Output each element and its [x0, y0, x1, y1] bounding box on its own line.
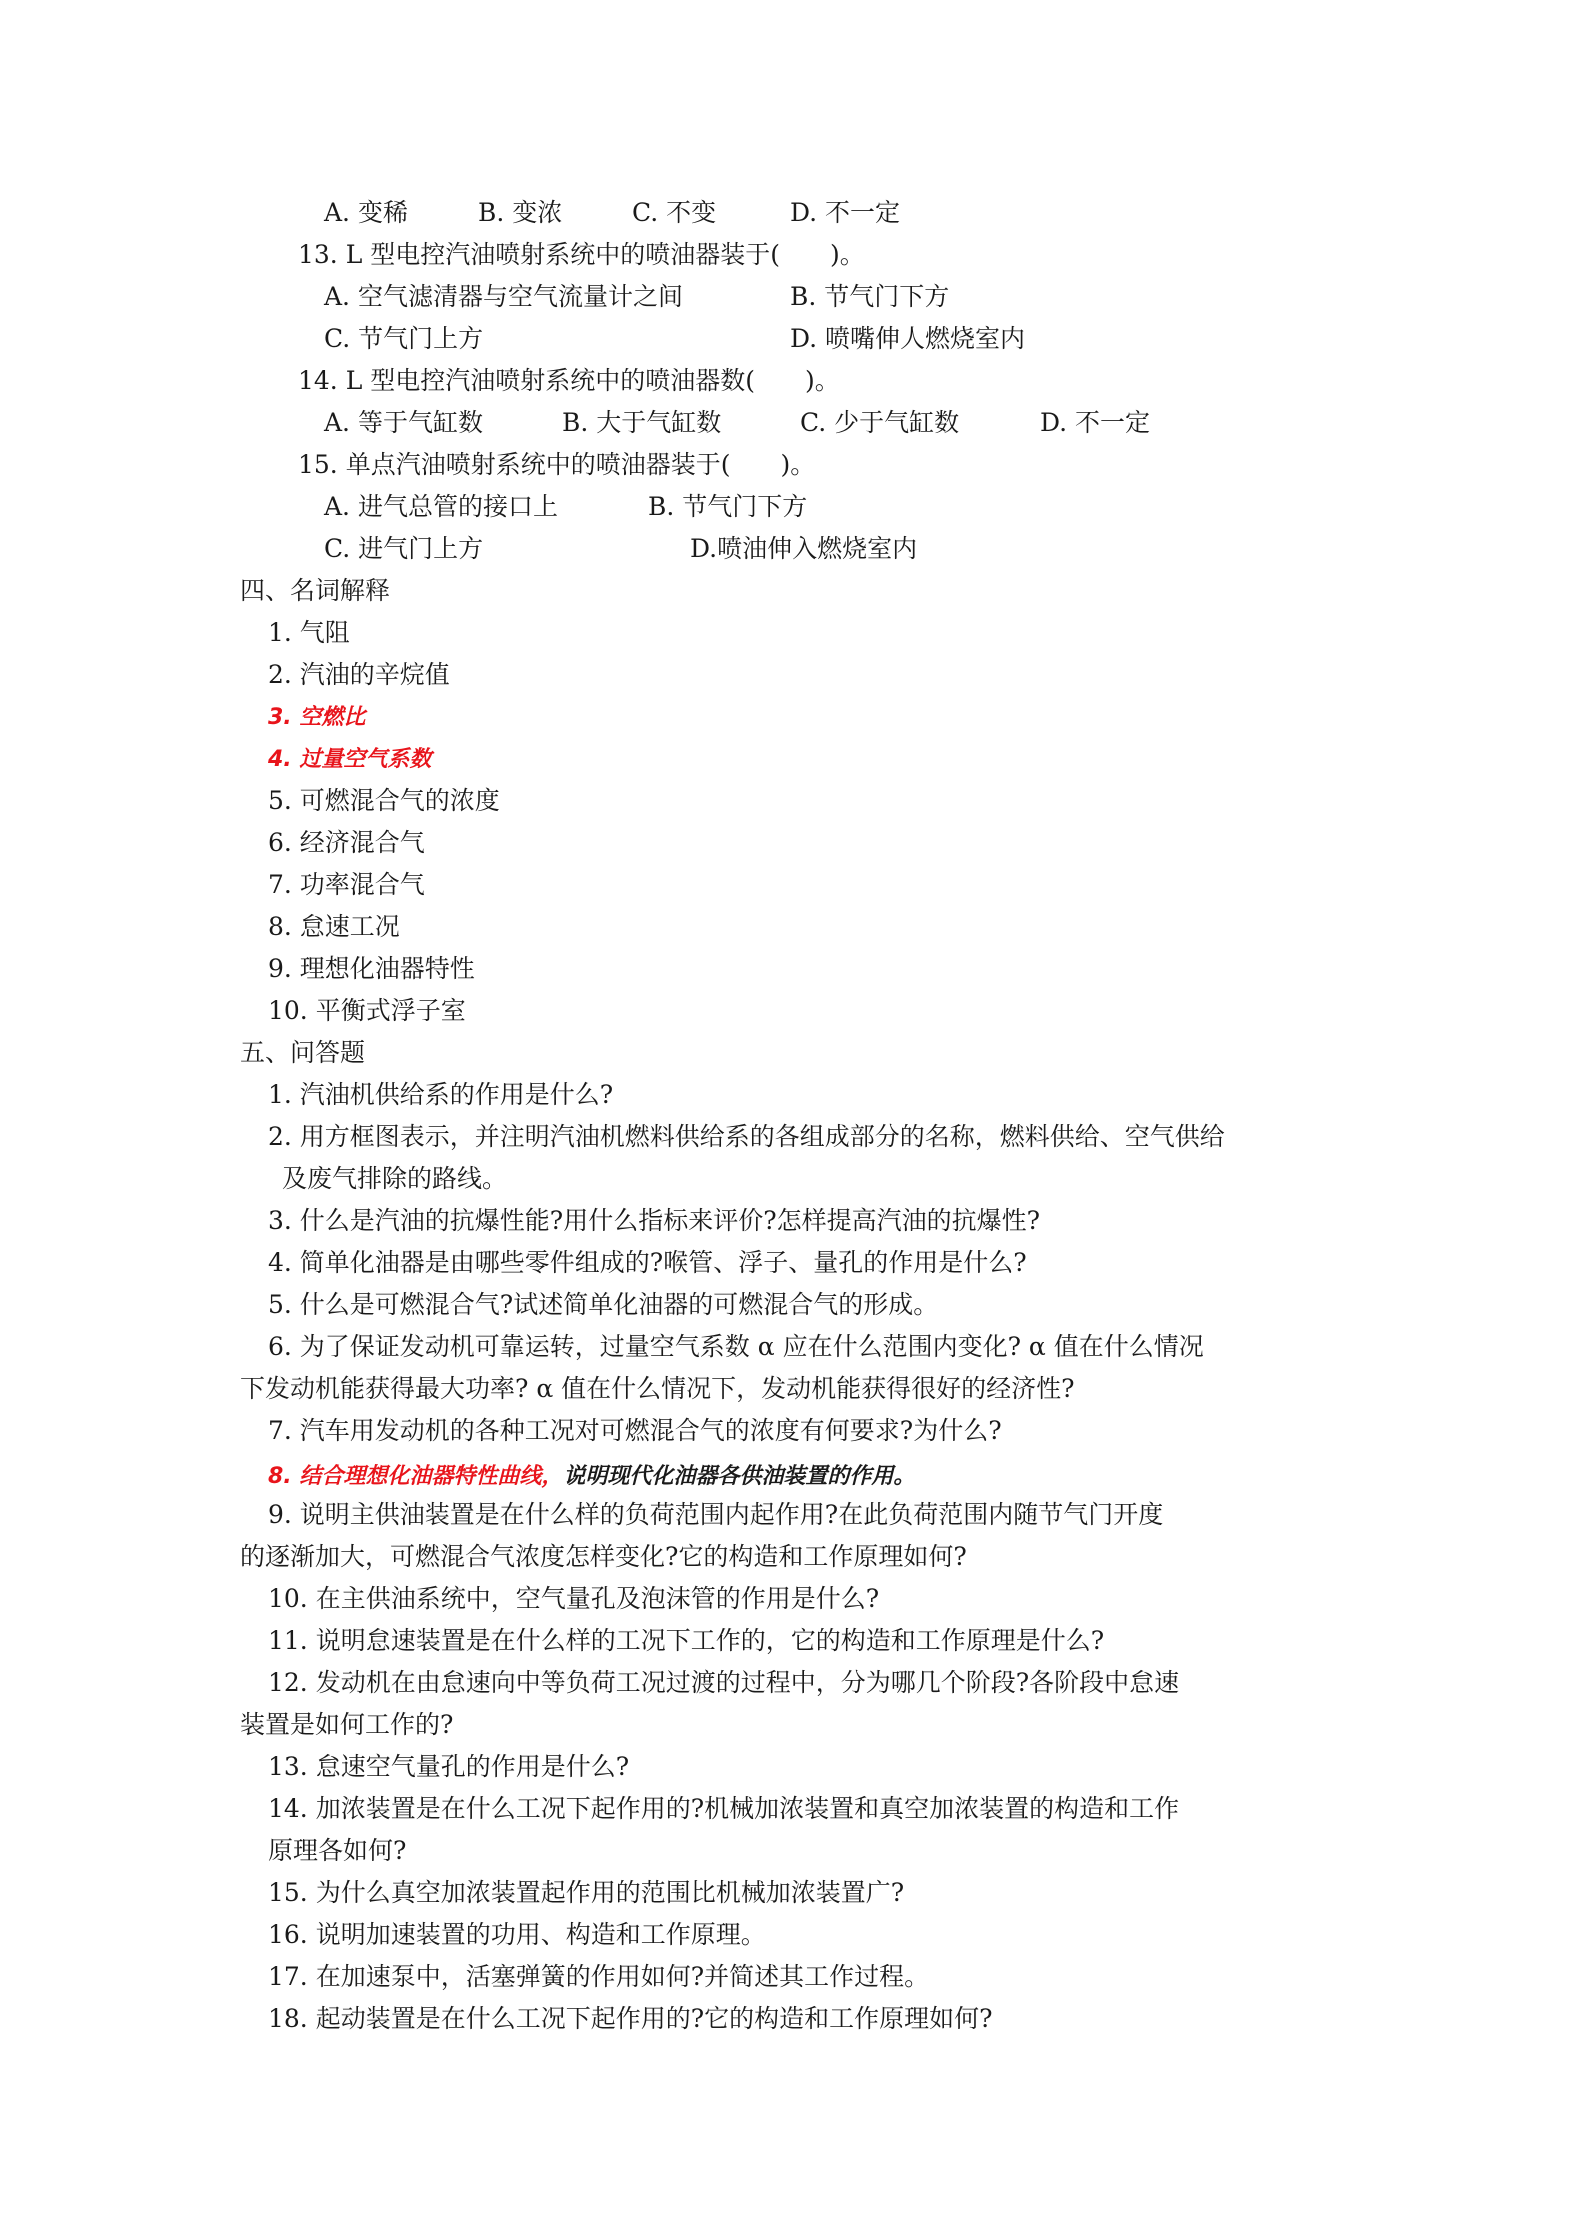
q13-option-d: D. 喷嘴伸人燃烧室内: [790, 324, 1026, 353]
question-item-continuation: 装置是如何工作的?: [240, 1710, 454, 1739]
question-item: 15. 为什么真空加浓装置起作用的范围比机械加浓装置广?: [268, 1878, 905, 1907]
question-item: 7. 汽车用发动机的各种工况对可燃混合气的浓度有何要求?为什么?: [268, 1416, 1002, 1445]
question-14-stem: 14. L 型电控汽油喷射系统中的喷油器数( )。: [298, 366, 840, 395]
question-item: 2. 用方框图表示，并注明汽油机燃料供给系的各组成部分的名称，燃料供给、空气供给: [268, 1122, 1225, 1151]
term-item: 10. 平衡式浮子室: [268, 996, 466, 1025]
q12-option-c: C. 不变: [632, 198, 717, 227]
q15-option-b: B. 节气门下方: [648, 492, 808, 521]
q15-option-a: A. 进气总管的接口上: [324, 492, 558, 521]
question-15-stem: 15. 单点汽油喷射系统中的喷油器装于( )。: [298, 450, 816, 479]
question-item: 12. 发动机在由怠速向中等负荷工况过渡的过程中，分为哪几个阶段?各阶段中怠速: [268, 1668, 1180, 1697]
q13-option-b: B. 节气门下方: [790, 282, 950, 311]
q14-option-b: B. 大于气缸数: [562, 408, 722, 437]
term-item: 6. 经济混合气: [268, 828, 425, 857]
q14-option-a: A. 等于气缸数: [324, 408, 483, 437]
section-4-title: 四、名词解释: [240, 576, 391, 605]
question-item: 10. 在主供油系统中，空气量孔及泡沫管的作用是什么?: [268, 1584, 880, 1613]
term-item: 5. 可燃混合气的浓度: [268, 786, 500, 815]
q12-option-d: D. 不一定: [790, 198, 901, 227]
q13-option-c: C. 节气门上方: [324, 324, 484, 353]
highlight-text-red: 8. 结合理想化油器特性曲线，: [268, 1464, 564, 1489]
q12-option-a: A. 变稀: [324, 198, 408, 227]
term-item: 8. 怠速工况: [268, 912, 400, 941]
question-item-continuation: 原理各如何?: [268, 1836, 407, 1865]
q13-option-a: A. 空气滤清器与空气流量计之间: [324, 282, 683, 311]
q14-option-d: D. 不一定: [1040, 408, 1151, 437]
question-item: 13. 怠速空气量孔的作用是什么?: [268, 1752, 630, 1781]
q15-option-d: D.喷油伸入燃烧室内: [690, 534, 918, 563]
term-item-highlighted: 3. 空燃比: [268, 705, 366, 730]
q15-option-c: C. 进气门上方: [324, 534, 484, 563]
question-item-continuation: 下发动机能获得最大功率? α 值在什么情况下，发动机能获得很好的经济性?: [240, 1374, 1075, 1403]
question-item: 16. 说明加速装置的功用、构造和工作原理。: [268, 1920, 766, 1949]
question-13-stem: 13. L 型电控汽油喷射系统中的喷油器装于( )。: [298, 240, 865, 269]
question-item-continuation: 及废气排除的路线。: [282, 1164, 508, 1193]
highlight-text-black: 说明现代化油器各供油装置的作用。: [563, 1464, 916, 1489]
term-item: 2. 汽油的辛烷值: [268, 660, 450, 689]
question-item: 1. 汽油机供给系的作用是什么?: [268, 1080, 614, 1109]
question-item: 4. 简单化油器是由哪些零件组成的?喉管、浮子、量孔的作用是什么?: [268, 1248, 1027, 1277]
term-item: 9. 理想化油器特性: [268, 954, 475, 983]
question-item-continuation: 的逐渐加大，可燃混合气浓度怎样变化?它的构造和工作原理如何?: [240, 1542, 967, 1571]
term-item: 7. 功率混合气: [268, 870, 425, 899]
question-item: 6. 为了保证发动机可靠运转，过量空气系数 α 应在什么范围内变化? α 值在什么情况: [268, 1332, 1204, 1361]
question-item: 5. 什么是可燃混合气?试述简单化油器的可燃混合气的形成。: [268, 1290, 939, 1319]
question-item: 3. 什么是汽油的抗爆性能?用什么指标来评价?怎样提高汽油的抗爆性?: [268, 1206, 1041, 1235]
q14-option-c: C. 少于气缸数: [800, 408, 960, 437]
term-item-highlighted: 4. 过量空气系数: [268, 747, 432, 772]
question-item: 17. 在加速泵中，活塞弹簧的作用如何?并简述其工作过程。: [268, 1962, 930, 1991]
question-item: 11. 说明怠速装置是在什么样的工况下工作的，它的构造和工作原理是什么?: [268, 1626, 1105, 1655]
term-item: 1. 气阻: [268, 618, 350, 647]
question-item: 14. 加浓装置是在什么工况下起作用的?机械加浓装置和真空加浓装置的构造和工作: [268, 1794, 1180, 1823]
section-5-title: 五、问答题: [240, 1038, 366, 1067]
question-item-highlighted: [268, 1460, 915, 1492]
q12-option-b: B. 变浓: [478, 198, 563, 227]
question-item: 18. 起动装置是在什么工况下起作用的?它的构造和工作原理如何?: [268, 2004, 993, 2033]
question-item: 9. 说明主供油装置是在什么样的负荷范围内起作用?在此负荷范围内随节气门开度: [268, 1500, 1164, 1529]
